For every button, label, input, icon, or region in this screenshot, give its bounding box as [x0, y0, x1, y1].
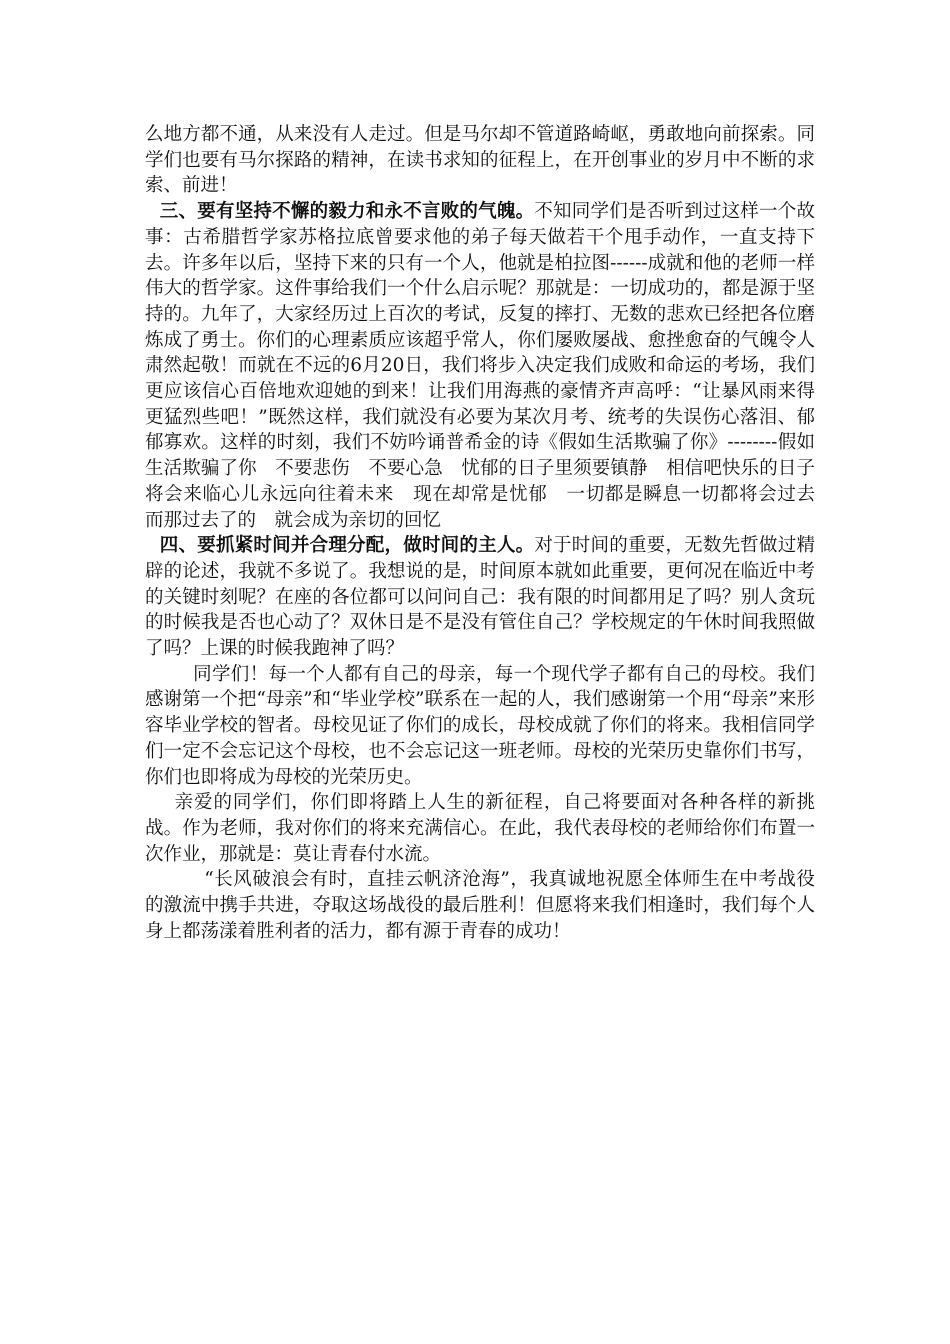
paragraph-alma-mater: 同学们！每一个人都有自己的母亲，每一个现代学子都有自己的母校。我们感谢第一个把“母亲”和“毕业学校”联系在一起的人，我们感谢第一个用“母亲”来形容毕业学校的智者。母校见证了你们的成长，母校成就了你们的将来。我相信同学们一定不会忘记这个母校，也不会忘记这一班老师。母校的光荣历史靠你们书写，你们也即将成为母校的光荣历史。: [145, 663, 815, 788]
paragraph-new-journey: 亲爱的同学们，你们即将踏上人生的新征程，自己将要面对各种各样的新挑战。作为老师，我对你们的将来充满信心。在此，我代表母校的老师给你们布置一次作业，那就是：莫让青春付水流。: [145, 792, 815, 865]
paragraph-time: [145, 533, 815, 662]
section-heading-three: 三、要有坚持不懈的毅力和永不言败的气魄。: [159, 201, 535, 223]
section-heading-four: 四、要抓紧时间并合理分配，做时间的主人。: [159, 535, 535, 557]
paragraph-closing-wish: “长风破浪会有时，直挂云帆济沧海”，我真诚地祝愿全体师生在中考战役的激流中携手共进，夺取这场战役的最后胜利！但愿将来我们相逢时，我们每个人身上都荡漾着胜利者的活力，都有源于青春的成功！: [145, 869, 815, 942]
paragraph-continuation: 么地方都不通，从来没有人走过。但是马尔却不管道路崎岖，勇敢地向前探索。同学们也要有马尔探路的精神，在读书求知的征程上，在开创事业的岁月中不断的求索、前进！: [145, 124, 815, 197]
paragraph-time-body: 对于时间的重要，无数先哲做过精辟的论述，我就不多说了。我想说的是，时间原本就如此重要，更何况在临近中考的关键时刻呢？在座的各位都可以问问自己：我有限的时间都用足了吗？别人贪玩的时候我是否也心动了？双休日是不是没有管住自己？学校规定的午休时间我照做了吗？上课的时候我跑神了吗？: [145, 535, 815, 660]
paragraph-perseverance: [145, 199, 834, 533]
paragraph-perseverance-body: 不知同学们是否听到过这样一个故事：古希腊哲学家苏格拉底曾要求他的弟子每天做若干个甩手动作，一直支持下去。许多年以后，坚持下来的只有一个人，他就是柏拉图------成就和他的老师一样伟大的哲学家。这件事给我们一个什么启示呢？那就是：一切成功的，都是源于坚持的。九年了，大家经历过上百次的考试，反复的摔打、无数的悲欢已经把各位磨炼成了勇士。你们的心理素质应该超乎常人，你们屡败屡战、愈挫愈奋的气魄令人肃然起敬！而就在不远的6月20日，我们将步入决定我们成败和命运的考场，我们更应该信心百倍地欢迎她的到来！让我们用海燕的豪情齐声高呼：“让暴风雨来得更猛烈些吧！”既然这样，我们就没有必要为某次月考、统考的失误伤心落泪、郁郁寡欢。这样的时刻，我们不妨吟诵普希金的诗《假如生活欺骗了你》--------假如生活欺骗了你 不要悲伤 不要心急 忧郁的日子里须要镇静 相信吧快乐的日子将会来临心儿永远向往着未来 现在却常是忧郁 一切都是瞬息一切都将会过去 而那过去了的 就会成为亲切的回忆: [145, 201, 834, 531]
document-body: [145, 122, 834, 945]
